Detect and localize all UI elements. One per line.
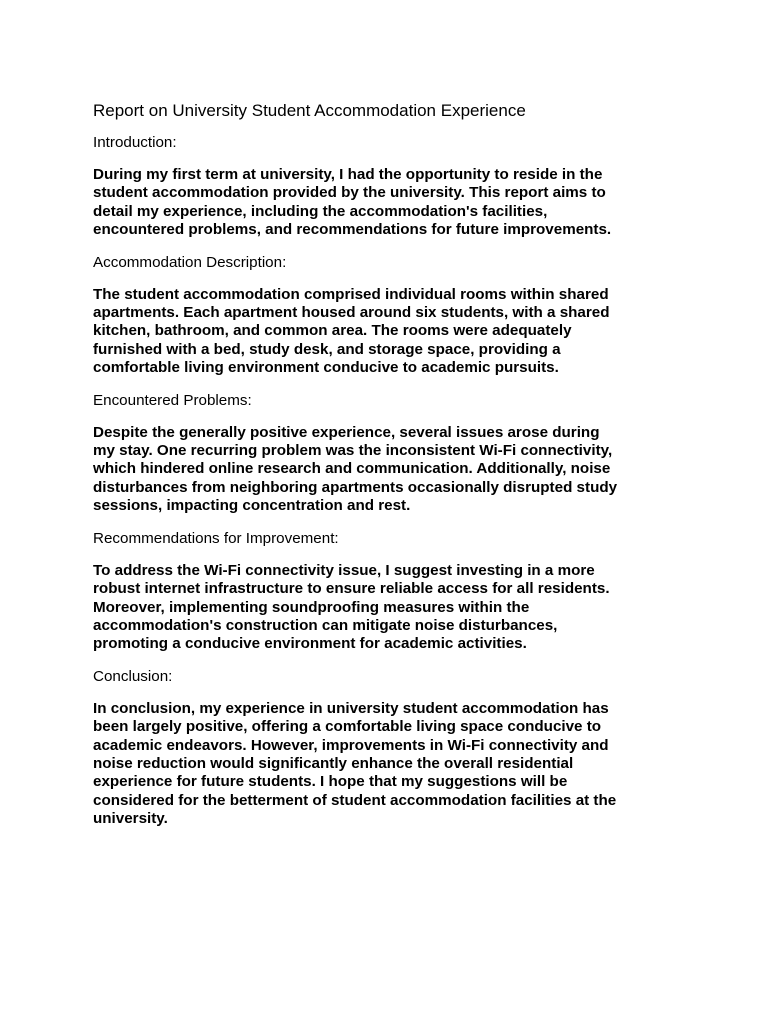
paragraph-line: university. (93, 810, 168, 828)
section-heading: Conclusion: (93, 667, 173, 685)
paragraph-line: The student accommodation comprised individual rooms within shared (93, 285, 609, 303)
section-heading: Encountered Problems: (93, 391, 252, 409)
paragraph-line: Moreover, implementing soundproofing measures within the (93, 598, 530, 616)
section-accommodation-description (93, 254, 693, 378)
paragraph-line: encountered problems, and recommendations for future improvements. (93, 221, 612, 239)
paragraph-line: academic endeavors. However, improvements in Wi-Fi connectivity and (93, 736, 609, 754)
paragraph-line: student accommodation provided by the university. This report aims to (93, 184, 606, 202)
paragraph-line: disturbances from neighboring apartments occasionally disrupted study (93, 478, 618, 496)
document-page (93, 100, 693, 843)
section-heading: Introduction: (93, 134, 177, 151)
paragraph-line: furnished with a bed, study desk, and storage space, providing a (93, 340, 561, 358)
section-paragraph (93, 424, 693, 516)
section-recommendations (93, 530, 693, 654)
paragraph-line: noise reduction would significantly enhance the overall residential (93, 754, 574, 772)
paragraph-line: sessions, impacting concentration and rest. (93, 497, 411, 515)
section-heading: Recommendations for Improvement: (93, 529, 339, 547)
section-paragraph (93, 166, 693, 240)
paragraph-line: my stay. One recurring problem was the inconsistent Wi-Fi connectivity, (93, 442, 613, 460)
section-conclusion (93, 668, 693, 829)
paragraph-line: considered for the betterment of student accommodation facilities at the (93, 791, 617, 809)
paragraph-line: which hindered online research and communication. Additionally, noise (93, 460, 611, 478)
section-paragraph (93, 700, 693, 829)
document-title: Report on University Student Accommodation Experience (93, 101, 526, 120)
paragraph-line: kitchen, bathroom, and common area. The rooms were adequately (93, 322, 572, 340)
section-heading: Accommodation Description: (93, 253, 287, 271)
paragraph-line: comfortable living environment conducive to academic pursuits. (93, 359, 559, 377)
paragraph-line: been largely positive, offering a comfortable living space conducive to (93, 718, 602, 736)
section-paragraph (93, 562, 693, 654)
paragraph-line: Despite the generally positive experience, several issues arose during (93, 423, 600, 441)
section-encountered-problems (93, 392, 693, 516)
paragraph-line: robust internet infrastructure to ensure reliable access for all residents. (93, 580, 610, 598)
section-paragraph (93, 286, 693, 378)
paragraph-line: promoting a conducive environment for academic activities. (93, 635, 527, 653)
paragraph-line: To address the Wi-Fi connectivity issue, I suggest investing in a more (93, 561, 595, 579)
paragraph-line: apartments. Each apartment housed around six students, with a shared (93, 304, 610, 322)
paragraph-line: In conclusion, my experience in university student accommodation has (93, 699, 609, 717)
section-introduction (93, 134, 693, 240)
paragraph-line: accommodation's construction can mitigate noise disturbances, (93, 616, 558, 634)
paragraph-line: experience for future students. I hope that my suggestions will be (93, 773, 568, 791)
paragraph-line: During my first term at university, I had the opportunity to reside in the (93, 166, 603, 183)
paragraph-line: detail my experience, including the accommodation's facilities, (93, 202, 548, 220)
